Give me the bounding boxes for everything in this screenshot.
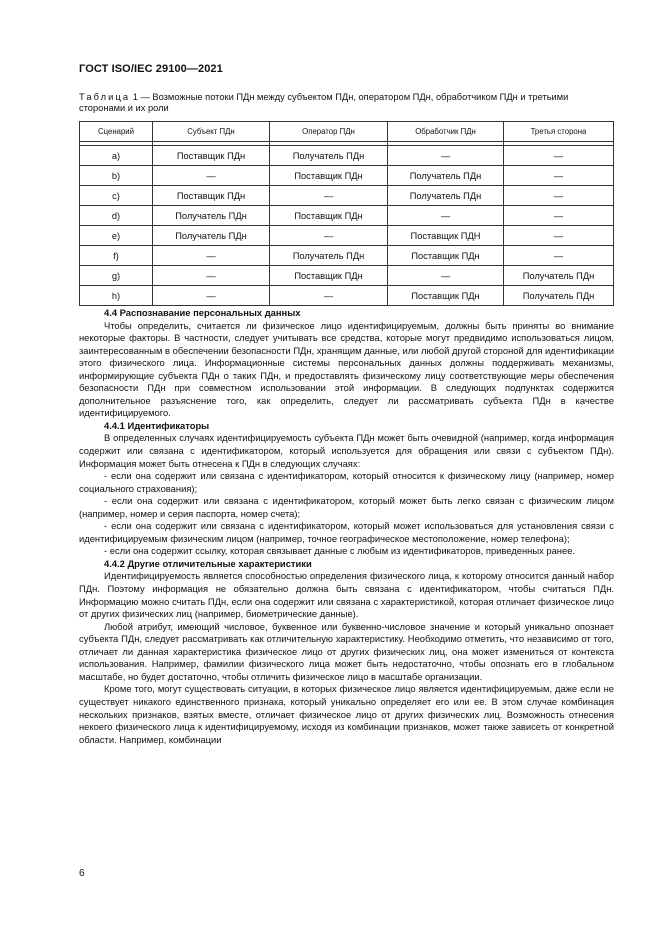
table-cell: —	[504, 186, 614, 206]
table-cell: e)	[80, 226, 153, 246]
table-cell: —	[270, 186, 388, 206]
table-cell: Поставщик ПДН	[388, 226, 504, 246]
table-cell: Поставщик ПДн	[153, 186, 270, 206]
table-cell: —	[270, 226, 388, 246]
heading-4-4: 4.4 Распознавание персональных данных	[104, 307, 301, 318]
table-cell: Получатель ПДн	[504, 286, 614, 306]
table-cell: Получатель ПДн	[153, 206, 270, 226]
table-cell: —	[504, 206, 614, 226]
paragraph: Идентифицируемость является способностью определения физического лица, к которому относится данный набор ПДн. Поэтому информация не обязательно должна быть связана с идентификатором, чтобы считаться ПДн. Информацию можно считать ПДн, если она содержит или связана с характеристикой, которая отличает физическое лицо от других физических лиц (например, биометрические данные).	[79, 570, 614, 620]
list-item: - если она содержит или связана с идентификатором, который относится к физическому лицу (например, номер социального страхования);	[79, 470, 614, 494]
table-cell: Поставщик ПДн	[388, 246, 504, 266]
table-row	[80, 146, 614, 166]
table-row	[80, 246, 614, 266]
table-cell: —	[270, 286, 388, 306]
table-cell: c)	[80, 186, 153, 206]
table-cell: Поставщик ПДн	[388, 286, 504, 306]
header-subject: Субъект ПДн	[153, 122, 270, 142]
paragraph: Кроме того, могут существовать ситуации, в которых физическое лицо является идентифицируемым, даже если не существует никакого единственного признака, который уникально определяет его или ее. В этом случае комбинация нескольких признаков, взятых вместе, отличает физическое лицо от других физических лиц. Возможность отнесения некоего физического лица к идентифицируемому, исходя из комбинации признаков, может также зависеть от конкретной области. Например, комбинации	[79, 683, 614, 745]
table-cell: Поставщик ПДн	[270, 166, 388, 186]
table-cell: a)	[80, 146, 153, 166]
table-cell: Поставщик ПДн	[153, 146, 270, 166]
table-cell: Получатель ПДн	[153, 226, 270, 246]
table-cell: —	[153, 266, 270, 286]
table-row	[80, 266, 614, 286]
header-scenario: Сценарий	[80, 122, 153, 142]
data-flows-table	[79, 121, 614, 306]
list-item: - если она содержит или связана с идентификатором, который может быть легко связан с физическим лицом (например, номер и серия паспорта, номер счета);	[79, 495, 614, 519]
header-operator: Оператор ПДн	[270, 122, 388, 142]
heading-4-4-1: 4.4.1 Идентификаторы	[104, 419, 210, 431]
table-row	[80, 186, 614, 206]
heading-4-4-2: 4.4.2 Другие отличительные характеристики	[104, 557, 312, 569]
table-row	[80, 226, 614, 246]
table-cell: —	[153, 286, 270, 306]
header-third-party: Третья сторона	[504, 122, 614, 142]
table-cell: —	[153, 246, 270, 266]
header-processor: Обработчик ПДн	[388, 122, 504, 142]
list-item: - если она содержит ссылку, которая связывает данные с любым из идентификаторов, приведенных ранее.	[104, 545, 576, 557]
table-caption	[79, 92, 614, 114]
paragraph: Чтобы определить, считается ли физическое лицо идентифицируемым, должны быть приняты во внимание некоторые факторы. В частности, следует учитывать все средства, которые могут предвидимо использоваться лицом, заинтересованным в обеспечении безопасности ПДн, хранящим данные, или любой другой стороной для идентификации этого физического лица. Информационные системы персональных данных должны поддерживать механизмы, информирующие субъекта ПДн о таких ПДн, и предоставлять физическому лицу соответствующие меры обеспечения безопасности ПДн при совместном использовании этой информации. В следующих подпунктах содержится дополнительное разъяснение того, как определить, следует ли рассматривать субъекта ПДн в качестве идентифицируемого.	[79, 319, 614, 419]
table-cell: Получатель ПДн	[270, 246, 388, 266]
list-item: - если она содержит или связана с идентификатором, который может использоваться для установления связи с идентифицируемым физическим лицом (например, точное географическое местоположение, номер телефона);	[79, 520, 614, 544]
section-body	[79, 307, 614, 746]
table-cell: g)	[80, 266, 153, 286]
table-cell: Получатель ПДн	[388, 166, 504, 186]
table-row	[80, 166, 614, 186]
table-cell: Поставщик ПДн	[270, 206, 388, 226]
paragraph: Любой атрибут, имеющий числовое, буквенное или буквенно-числовое значение и который уникально опознает субъекта ПДн, следует рассматривать как отличительную характеристику. Необходимо отметить, что независимо от того, отличает ли данная характеристика физическое лицо от других физических лиц, она может измениться от контекста использования. Например, фамилии физического лица может быть недостаточно, чтобы опознать его в глобальном масштабе, но будет достаточно, чтобы отличить физическое лицо в масштабе организации.	[79, 620, 614, 682]
paragraph: В определенных случаях идентифицируемость субъекта ПДн может быть очевидной (например, когда информация содержит или связана с идентификатором, который используется для обращения или связи с субъектом ПДн). Информация может быть отнесена к ПДн в следующих случаях:	[79, 432, 614, 469]
table-body	[80, 142, 614, 306]
page-number: 6	[79, 868, 85, 879]
table-cell: Получатель ПДн	[388, 186, 504, 206]
table-header-row	[80, 122, 614, 142]
page-header: ГОСТ ISO/IEC 29100—2021	[79, 63, 223, 75]
table-cell: —	[388, 266, 504, 286]
table-cell: —	[153, 166, 270, 186]
caption-label: Таблица	[79, 92, 131, 102]
table-cell: Поставщик ПДн	[270, 266, 388, 286]
table-cell: b)	[80, 166, 153, 186]
table-cell: f)	[80, 246, 153, 266]
table-cell: h)	[80, 286, 153, 306]
table-cell: Получатель ПДн	[270, 146, 388, 166]
table-cell: —	[504, 166, 614, 186]
table-cell: Получатель ПДн	[504, 266, 614, 286]
table-cell: —	[388, 146, 504, 166]
table-cell: —	[504, 246, 614, 266]
caption-number: 1	[132, 92, 138, 102]
table-cell: —	[504, 146, 614, 166]
table-row	[80, 286, 614, 306]
caption-text: — Возможные потоки ПДн между субъектом ПДн, оператором ПДн, обработчиком ПДн и третьими сторонами и их роли	[79, 92, 569, 113]
table-cell: —	[504, 226, 614, 246]
table-cell: d)	[80, 206, 153, 226]
table-cell: —	[388, 206, 504, 226]
table-row	[80, 206, 614, 226]
